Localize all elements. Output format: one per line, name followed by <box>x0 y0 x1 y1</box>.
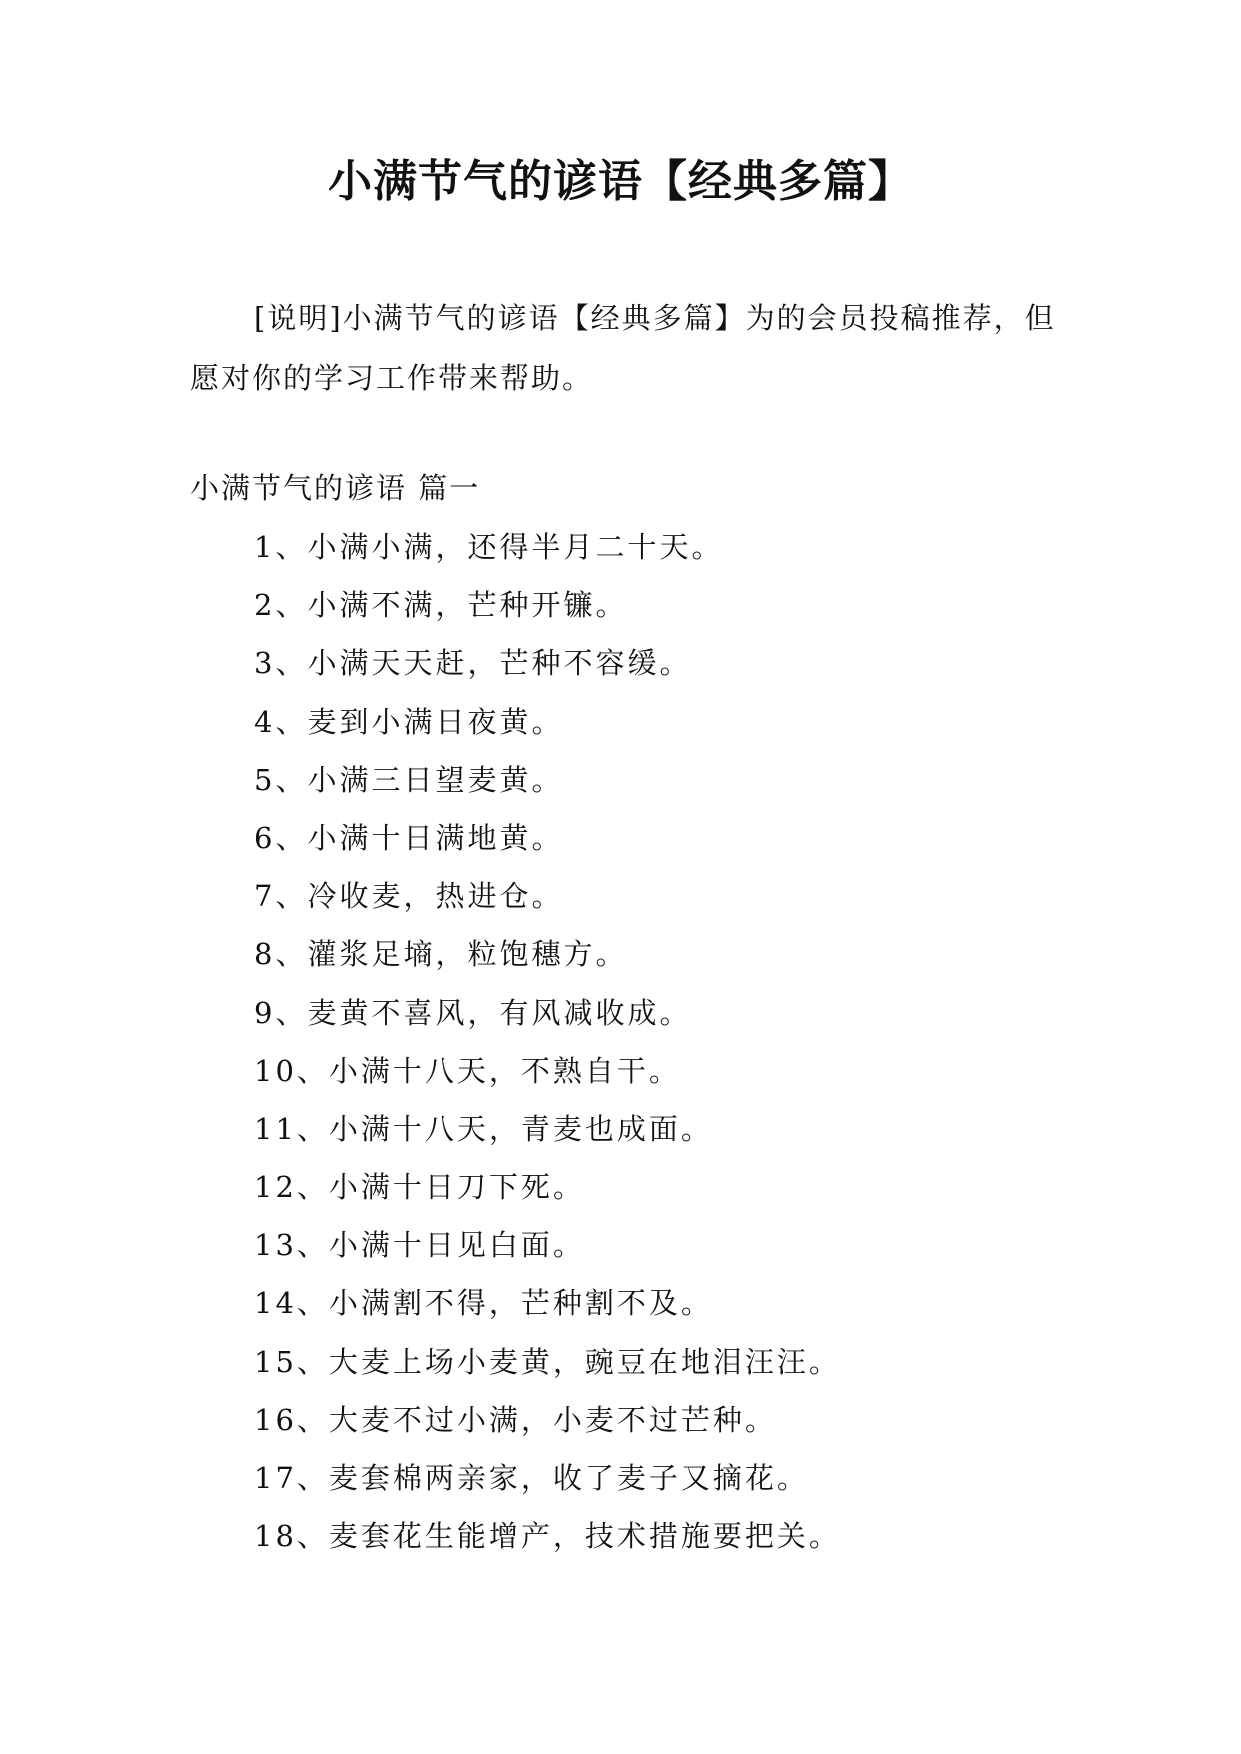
list-item: 17、麦套棉两亲家，收了麦子又摘花。 <box>254 1461 809 1495</box>
list-item: 7、冷收麦，热进仓。 <box>254 879 564 914</box>
intro-paragraph: [说明]小满节气的谚语【经典多篇】为的会员投稿推荐，但愿对你的学习工作带来帮助。 <box>190 301 1056 395</box>
list-item: 2、小满不满，芒种开镰。 <box>254 588 628 623</box>
list-item: 14、小满割不得，芒种割不及。 <box>254 1286 713 1321</box>
list-item: 9、麦黄不喜风，有风减收成。 <box>254 995 692 1030</box>
list-item: 10、小满十八天，不熟自干。 <box>254 1053 681 1088</box>
document-title: 小满节气的谚语【经典多篇】 <box>328 156 913 207</box>
list-item: 3、小满天天赶，芒种不容缓。 <box>254 646 692 681</box>
proverb-list <box>254 518 841 1565</box>
list-item: 18、麦套花生能增产，技术措施要把关。 <box>254 1519 841 1554</box>
list-item: 11、小满十八天，青麦也成面。 <box>254 1111 713 1146</box>
list-item: 1、小满小满，还得半月二十天。 <box>254 530 724 564</box>
list-item: 4、麦到小满日夜黄。 <box>254 704 564 739</box>
section-title: 小满节气的谚语 篇一 <box>190 471 481 505</box>
list-item: 13、小满十日见白面。 <box>254 1228 585 1263</box>
list-item: 5、小满三日望麦黄。 <box>254 762 564 797</box>
list-item: 8、灌浆足墒，粒饱穗方。 <box>254 937 628 972</box>
list-item: 6、小满十日满地黄。 <box>254 820 564 855</box>
list-item: 16、大麦不过小满，小麦不过芒种。 <box>254 1402 777 1437</box>
list-item: 15、大麦上场小麦黄，豌豆在地泪汪汪。 <box>254 1344 841 1379</box>
list-item: 12、小满十日刀下死。 <box>254 1170 585 1205</box>
